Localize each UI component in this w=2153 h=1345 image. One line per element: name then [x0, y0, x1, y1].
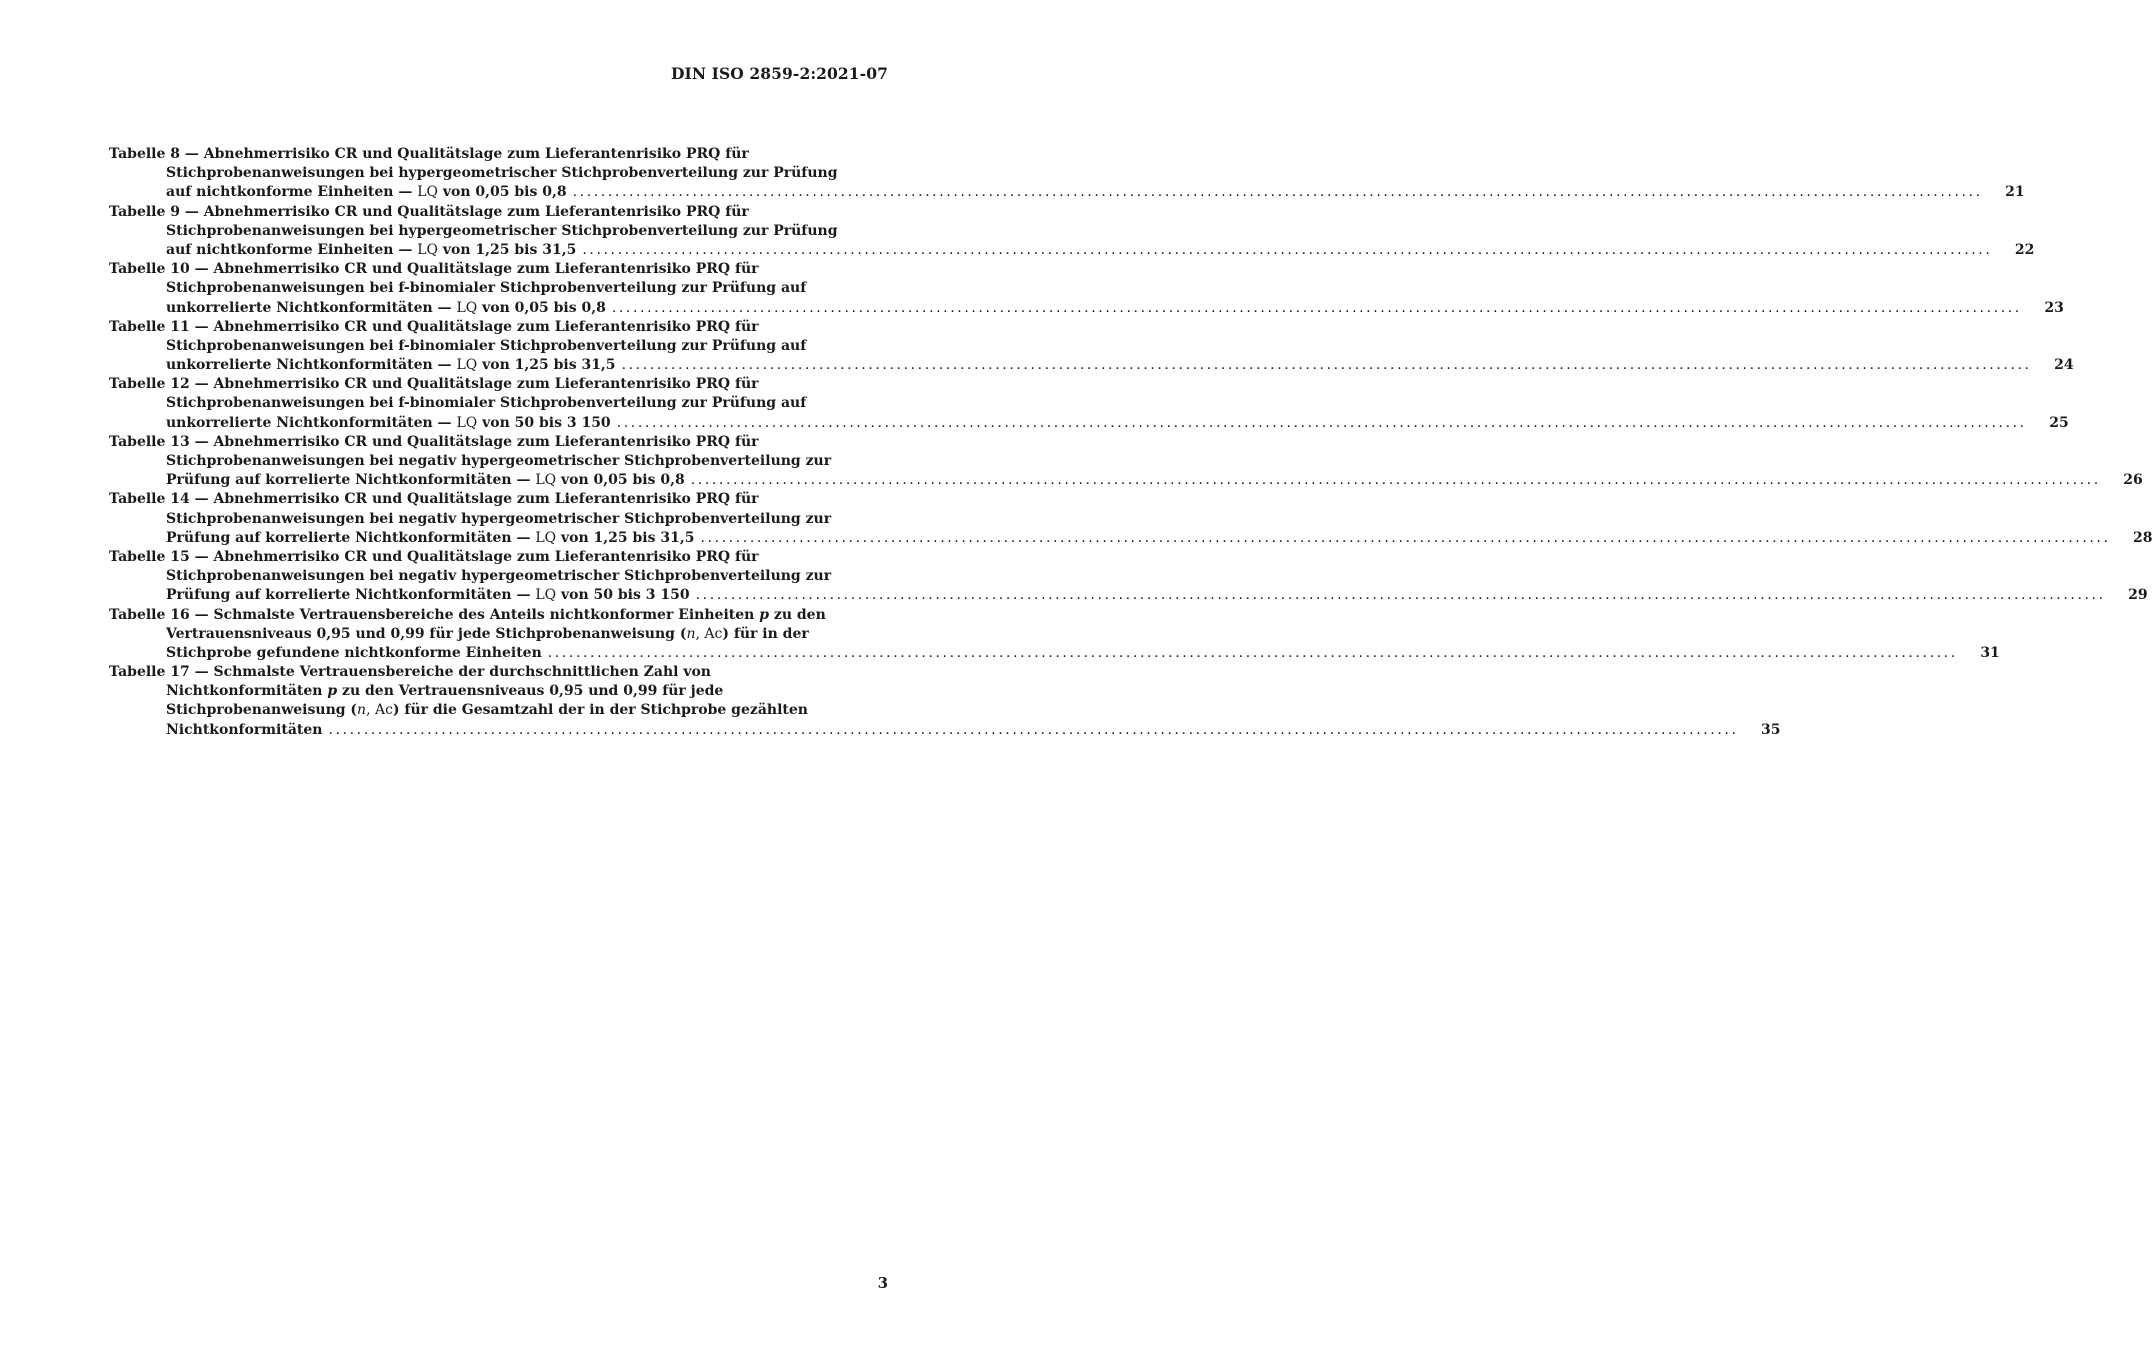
toc-page-number: 29 — [2128, 587, 2148, 604]
toc-entry-line: Stichprobenanweisungen bei negativ hypergeometrischer Stichprobenverteilung zur — [166, 453, 832, 469]
dot-leader: ........................................................................................................................................................................................................ — [690, 472, 2101, 489]
toc-entry-last-line — [109, 471, 2143, 490]
dot-leader: ........................................................................................................................................................................................................ — [621, 357, 2032, 374]
separator: , — [366, 702, 375, 719]
lq-label: LQ — [535, 472, 557, 489]
toc-page-number: 26 — [2123, 472, 2143, 489]
toc-entry-range: von 50 bis 3 150 — [556, 587, 690, 604]
toc-entry-last-line — [109, 299, 2064, 318]
toc-entry-title: Tabelle 15 — Abnehmerrisiko CR und Qualitätslage zum Lieferantenrisiko PRQ für — [109, 548, 759, 565]
dot-leader: ........................................................................................................................................................................................................ — [582, 241, 1993, 258]
toc-entry-title: Tabelle 10 — Abnehmerrisiko CR und Qualitätslage zum Lieferantenrisiko PRQ für — [109, 261, 759, 278]
variable-ac: Ac — [374, 702, 393, 719]
toc-entry-text: Stichprobenanweisung ( — [166, 702, 358, 719]
toc-page-number: 24 — [2054, 357, 2074, 374]
toc-entry-text: unkorrelierte Nichtkonformitäten — — [166, 299, 457, 316]
toc-entry-line: Stichprobenanweisungen bei f-binomialer Stichprobenverteilung zur Prüfung auf — [166, 280, 807, 297]
toc-entry-tabelle-12[interactable] — [109, 375, 2069, 433]
toc-entry-text: unkorrelierte Nichtkonformitäten — — [166, 414, 457, 431]
toc-entry-tabelle-10[interactable] — [109, 260, 2064, 318]
dot-leader: ........................................................................................................................................................................................................ — [572, 184, 1983, 201]
toc-entry-line — [109, 625, 889, 644]
lq-label: LQ — [417, 241, 439, 258]
toc-entry-text: Prüfung auf korrelierte Nichtkonformitäten — — [166, 587, 536, 604]
toc-page-number: 25 — [2049, 414, 2069, 431]
page-number: 3 — [877, 1274, 888, 1292]
toc-page-number: 21 — [2005, 184, 2025, 201]
dot-leader: ........................................................................................................................................................................................................ — [700, 529, 2111, 546]
toc-entry-line: Stichprobenanweisungen bei f-binomialer Stichprobenverteilung zur Prüfung auf — [166, 395, 807, 412]
toc-entry-text: ) für die Gesamtzahl der in der Stichprobe gezählten — [392, 702, 808, 719]
document-id: DIN ISO 2859-2:2021-07 — [670, 64, 888, 83]
toc-entry-text: unkorrelierte Nichtkonformitäten — — [166, 357, 457, 374]
toc-entry-range: von 0,05 bis 0,8 — [477, 299, 606, 316]
separator: , — [695, 625, 705, 642]
toc-entry-range: von 1,25 bis 31,5 — [438, 241, 577, 258]
toc-entry-text: Stichprobe gefundene nichtkonforme Einheiten — [166, 644, 542, 661]
toc-entry-text: zu den Vertrauensniveaus 0,95 und 0,99 für jede — [337, 683, 724, 700]
toc-page-number: 23 — [2044, 299, 2064, 316]
dot-leader: ........................................................................................................................................................................................................ — [547, 644, 1958, 661]
toc-entry-text: Prüfung auf korrelierte Nichtkonformitäten — — [166, 529, 536, 546]
toc-entry-tabelle-16[interactable] — [109, 606, 2000, 664]
toc-entry-text: Nichtkonformitäten — [166, 721, 323, 738]
variable-n: n — [357, 702, 367, 719]
toc-entry-title: Tabelle 17 — Schmalste Vertrauensbereiche der durchschnittlichen Zahl von — [109, 664, 711, 681]
toc-entry-last-line — [109, 356, 2074, 375]
toc-entry-title: Tabelle 14 — Abnehmerrisiko CR und Qualitätslage zum Lieferantenrisiko PRQ für — [109, 491, 759, 508]
toc-entry-tabelle-15[interactable] — [109, 548, 2148, 606]
toc-entry-title: Tabelle 9 — Abnehmerrisiko CR und Qualitätslage zum Lieferantenrisiko PRQ für — [109, 203, 749, 220]
toc-entry-tabelle-11[interactable] — [109, 318, 2074, 376]
toc-entry-title: Tabelle 13 — Abnehmerrisiko CR und Qualitätslage zum Lieferantenrisiko PRQ für — [109, 433, 759, 450]
toc-entry-last-line — [109, 414, 2069, 433]
toc-entry-line — [109, 701, 889, 720]
toc-entry-text: Prüfung auf korrelierte Nichtkonformitäten — — [166, 472, 536, 489]
toc-entry-line: Stichprobenanweisungen bei hypergeometrischer Stichprobenverteilung zur Prüfung — [166, 222, 838, 239]
toc-entry-range: von 1,25 bis 31,5 — [556, 529, 695, 546]
variable-p: p — [327, 683, 338, 700]
toc-entry-line: Stichprobenanweisungen bei f-binomialer Stichprobenverteilung zur Prüfung auf — [166, 337, 807, 354]
toc-entry-range: von 0,05 bis 0,8 — [556, 472, 685, 489]
toc-entry-last-line — [109, 721, 1781, 740]
dot-leader: ........................................................................................................................................................................................................ — [695, 587, 2106, 604]
toc-entry-last-line — [109, 529, 2153, 548]
dot-leader: ........................................................................................................................................................................................................ — [611, 299, 2022, 316]
toc-entry-line: Stichprobenanweisungen bei hypergeometrischer Stichprobenverteilung zur Prüfung — [166, 165, 838, 182]
dot-leader: ........................................................................................................................................................................................................ — [616, 414, 2027, 431]
toc-entry-text: Nichtkonformitäten — [166, 683, 328, 700]
variable-p: p — [759, 606, 769, 623]
toc-page-number: 31 — [1980, 644, 2000, 661]
toc-entry-tabelle-13[interactable] — [109, 433, 2143, 491]
lq-label: LQ — [456, 414, 478, 431]
lq-label: LQ — [456, 357, 478, 374]
toc-entry-tabelle-14[interactable] — [109, 490, 2153, 548]
toc-entry-line — [109, 682, 889, 701]
list-of-tables — [109, 145, 2153, 740]
variable-ac: Ac — [704, 625, 723, 642]
toc-entry-title: Tabelle 8 — Abnehmerrisiko CR und Qualitätslage zum Lieferantenrisiko PRQ für — [109, 146, 749, 162]
toc-entry-text: Tabelle 16 — Schmalste Vertrauensbereiche des Anteils nichtkonformer Einheiten — [109, 606, 760, 623]
toc-entry-tabelle-9[interactable] — [109, 203, 2035, 261]
toc-entry-last-line — [109, 644, 2000, 663]
toc-entry-title: Tabelle 11 — Abnehmerrisiko CR und Qualitätslage zum Lieferantenrisiko PRQ für — [109, 318, 759, 335]
toc-entry-tabelle-8[interactable] — [109, 145, 2025, 203]
lq-label: LQ — [535, 529, 557, 546]
toc-entry-text: zu den — [769, 606, 826, 623]
toc-entry-range: von 50 bis 3 150 — [477, 414, 611, 431]
toc-entry-last-line — [109, 183, 2025, 202]
toc-entry-text: ) für in der — [722, 625, 809, 642]
toc-page-number: 28 — [2133, 529, 2153, 546]
toc-entry-title — [109, 606, 889, 625]
toc-entry-range: von 1,25 bis 31,5 — [477, 357, 616, 374]
toc-entry-title: Tabelle 12 — Abnehmerrisiko CR und Qualitätslage zum Lieferantenrisiko PRQ für — [109, 376, 759, 393]
toc-entry-range: von 0,05 bis 0,8 — [438, 184, 567, 201]
toc-entry-tabelle-17[interactable] — [109, 663, 1781, 740]
toc-entry-last-line — [109, 241, 2035, 260]
lq-label: LQ — [417, 184, 439, 201]
variable-n: n — [686, 625, 696, 642]
lq-label: LQ — [456, 299, 478, 316]
toc-page-number: 22 — [2014, 241, 2035, 258]
toc-entry-line: Stichprobenanweisungen bei negativ hypergeometrischer Stichprobenverteilung zur — [166, 568, 832, 585]
toc-entry-last-line — [109, 586, 2148, 605]
toc-entry-text: Vertrauensniveaus 0,95 und 0,99 für jede Stichprobenanweisung ( — [166, 625, 687, 642]
lq-label: LQ — [535, 587, 557, 604]
toc-entry-text: auf nichtkonforme Einheiten — — [166, 184, 418, 201]
toc-entry-text: auf nichtkonforme Einheiten — — [166, 241, 418, 258]
toc-page-number: 35 — [1761, 721, 1781, 738]
toc-entry-line: Stichprobenanweisungen bei negativ hypergeometrischer Stichprobenverteilung zur — [166, 510, 832, 527]
dot-leader: ........................................................................................................................................................................................................ — [328, 721, 1739, 738]
